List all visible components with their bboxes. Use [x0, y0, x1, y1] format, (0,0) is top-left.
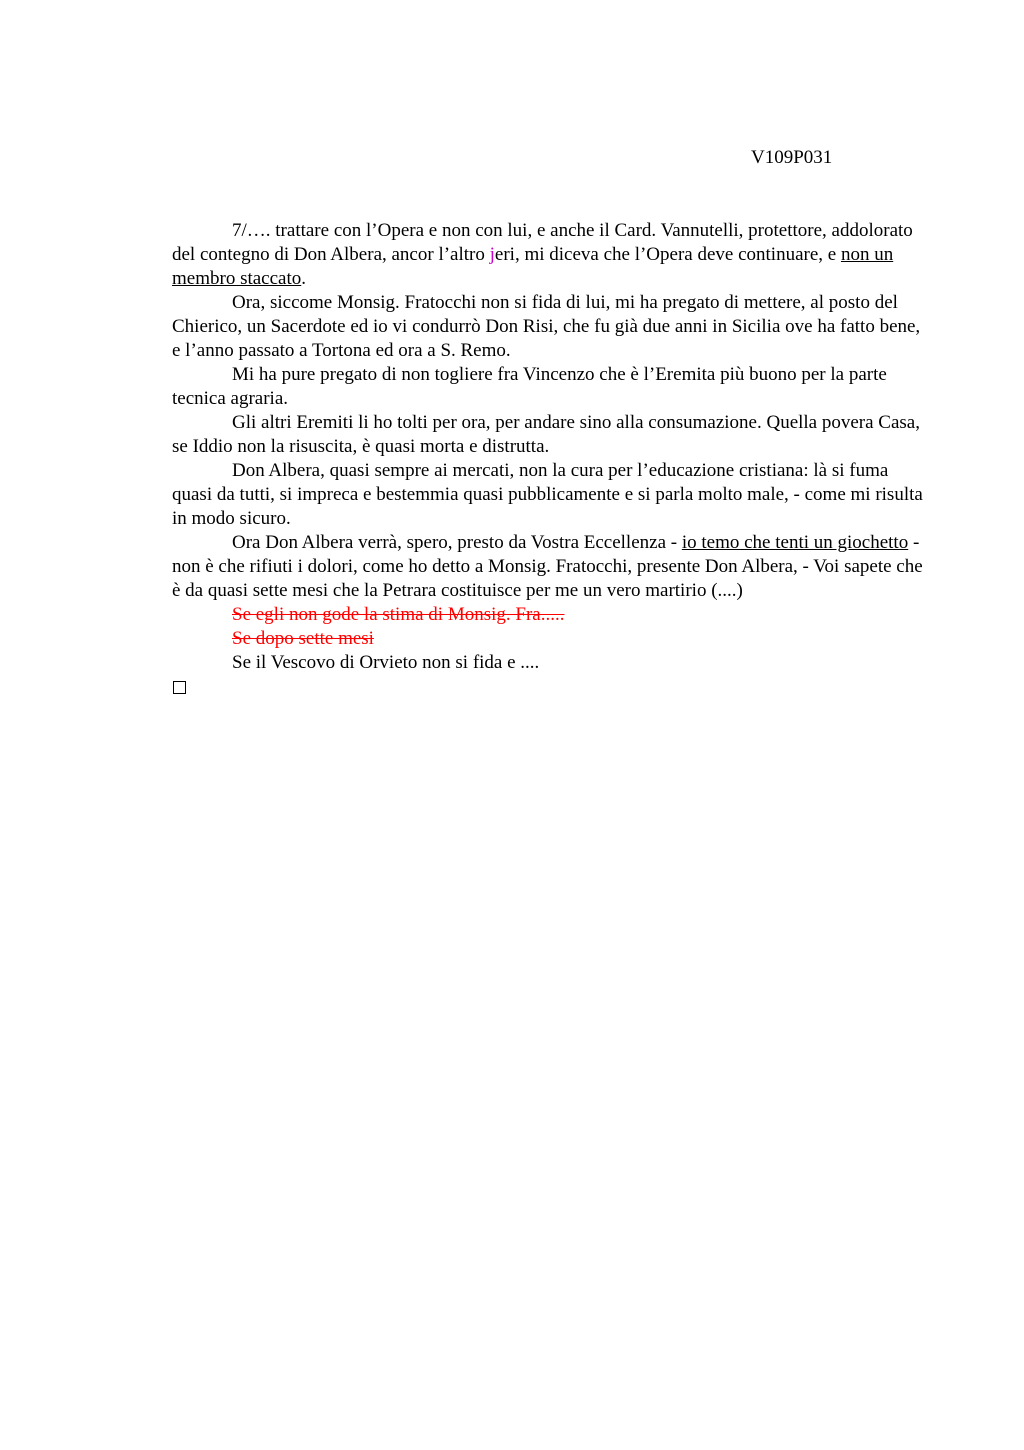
paragraph-1-text-c: eri, mi diceva che l’Opera deve continuare, e	[494, 244, 841, 265]
paragraph-1-text-e: .	[301, 268, 307, 289]
end-square-icon	[173, 681, 186, 694]
paragraph-6	[172, 531, 930, 603]
paragraph-1-text-a: 7/…. trattare con l’Opera e non con lui, e anche il Card. Vannutelli, protettore, addolorato del contegno di Don Albera, ancor l’altro	[172, 220, 913, 265]
paragraph-1	[172, 219, 930, 291]
deleted-line-1	[172, 603, 930, 627]
highlighted-letter: j	[489, 244, 495, 265]
deleted-text-2: Se dopo sette mesi	[232, 628, 374, 649]
paragraph-6-text-c: - non è che rifiuti i dolori, come ho detto a Monsig. Fratocchi, presente Don Albera, - Voi sapete che è da quasi sette mesi che la Petrara costituisce per me un vero martirio (....)	[172, 532, 923, 601]
letter-body	[172, 219, 930, 694]
paragraph-4: Gli altri Eremiti li ho tolti per ora, per andare sino alla consumazione. Quella povera Casa, se Iddio non la risuscita, è quasi morta e distrutta.	[172, 412, 920, 457]
paragraph-7: Se il Vescovo di Orvieto non si fida e ....	[232, 652, 540, 673]
paragraph-5: Don Albera, quasi sempre ai mercati, non la cura per l’educazione cristiana: là si fuma quasi da tutti, si impreca e bestemmia quasi pubblicamente e si parla molto male, - come mi risulta in modo sicuro.	[172, 460, 923, 529]
paragraph-2: Ora, siccome Monsig. Fratocchi non si fida di lui, mi ha pregato di mettere, al posto del Chierico, un Sacerdote ed io vi condurrò Don Risi, che fu già due anni in Sicilia ove ha fatto bene, e l’anno passato a Tortona ed ora a S. Remo.	[172, 292, 921, 361]
underlined-phrase-1: non un membro staccato	[172, 244, 894, 289]
deleted-text-1: Se egli non gode la stima di Monsig. Fra.....	[232, 604, 565, 625]
paragraph-6-text-a: Ora Don Albera verrà, spero, presto da Vostra Eccellenza -	[232, 532, 682, 553]
paragraph-3: Mi ha pure pregato di non togliere fra Vincenzo che è l’Eremita più buono per la parte tecnica agraria.	[172, 364, 887, 409]
page-identifier: V109P031	[751, 147, 833, 168]
deleted-line-2	[172, 627, 930, 651]
underlined-phrase-2: io temo che tenti un giochetto	[681, 532, 909, 553]
